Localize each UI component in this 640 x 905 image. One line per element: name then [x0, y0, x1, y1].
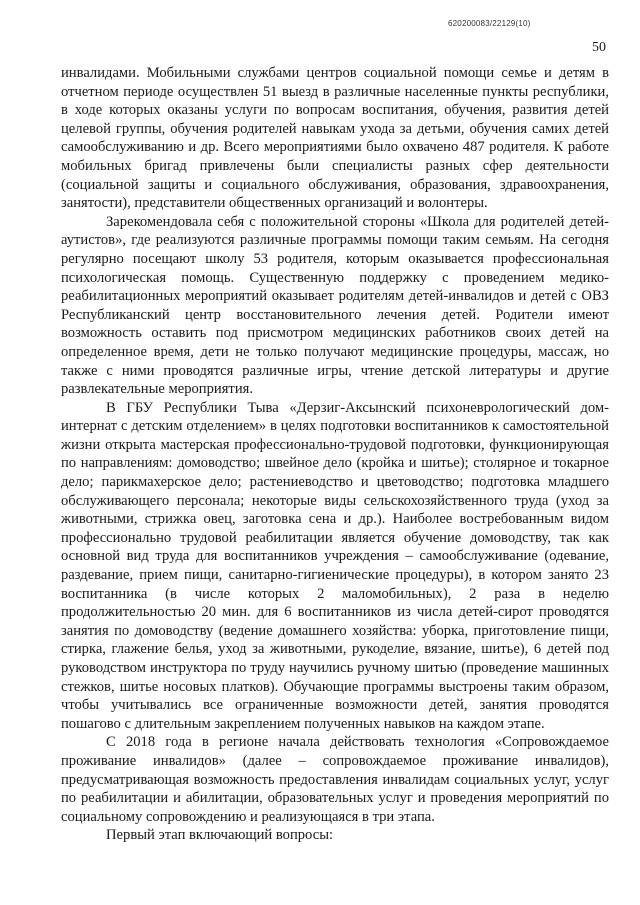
page-number: 50 [592, 40, 606, 55]
paragraph-boarding-home: В ГБУ Республики Тыва «Дерзиг-Аксынский психоневрологический дом-интернат с детским отделением» в целях подготовки воспитанников к самостоятельной жизни открыта мастерская профессионально-трудовой подготовки, функционирующая по направлениям: домоводство; швейное дело (кройка и шитье); столярное и токарное дело; парикмахерское дело; растениеводство и цветоводство; подготовка младшего обслуживающего персонала; некоторые виды сельскохозяйственного труда (уход за животными, стрижка овец, заготовка сена и др.). Наиболее востребованным видом профессионально трудовой реабилитации является обучение домоводству, так как основной вид труда для воспитанников учреждения – самообслуживание (одевание, раздевание, прием пищи, санитарно-гигиенические процедуры), в котором занято 23 воспитанника (в числе которых 2 маломобильных), 2 раза в неделю продолжительностью 20 мин. для 6 воспитанников из числа детей-сирот проводятся занятия по домоводству (ведение домашнего хозяйства: уборка, приготовление пищи, стирка, глажение белья, уход за животными, рукоделие, вязание, шитье), 6 детей под руководством инструктора по труду научились ручному шитью (проведение машинных стежков, шитье носовых платков). Обучающие программы выстроены таким образом, чтобы учитывались все ограниченные возможности детей, занятия проводятся пошагово с длительным закреплением полученных навыков на каждом этапе. [61, 399, 609, 732]
paragraph-supported-living: С 2018 года в регионе начала действовать технология «Сопровождаемое проживание инвалидов» (далее – сопровождаемое проживание инвалидов), предусматривающая возможность предоставления инвалидам социальных услуг, услуг по реабилитации и абилитации, образовательных услуг и проведения мероприятий по социальному сопровождению и реализующаяся в три этапа. [61, 734, 609, 825]
document-code: 620200083/22129(10) [448, 19, 531, 28]
paragraph-first-stage: Первый этап включающий вопросы: [106, 827, 334, 844]
paragraph-parents-school: Зарекомендовала себя с положительной стороны «Школа для родителей детей-аутистов», где реализуются различные программы помощи таким семьям. На сегодня регулярно посещают школу 53 родителя, которым оказывается профессиональная психологическая помощь. Существенную поддержку с проведением медико-реабилитационных мероприятий оказывает родителям детей-инвалидов и детей с ОВЗ Республиканский центр восстановительного лечения детей. Родители имеют возможность оставить под присмотром медицинских работников своих детей на определенное время, дети не только получают медицинские процедуры, массаж, но также с ними проводятся различные игры, чтение детской литературы и другие развлекательные мероприятия. [61, 213, 609, 398]
document-body [61, 64, 609, 845]
paragraph-mobile-services: инвалидами. Мобильными службами центров социальной помощи семье и детям в отчетном периоде осуществлен 51 выезд в различные населенные пункты республики, в ходе которых оказаны услуги по вопросам воспитания, обучения, развития детей целевой группы, обучения родителей навыкам ухода за детьми, обучения самих детей самообслуживанию и др. Всего мероприятиями было охвачено 487 родителя. К работе мобильных бригад привлечены были специалисты разных сфер деятельности (социальной защиты и социального обслуживания, образования, здравоохранения, занятости), представители общественных организаций и волонтеры. [61, 65, 609, 212]
